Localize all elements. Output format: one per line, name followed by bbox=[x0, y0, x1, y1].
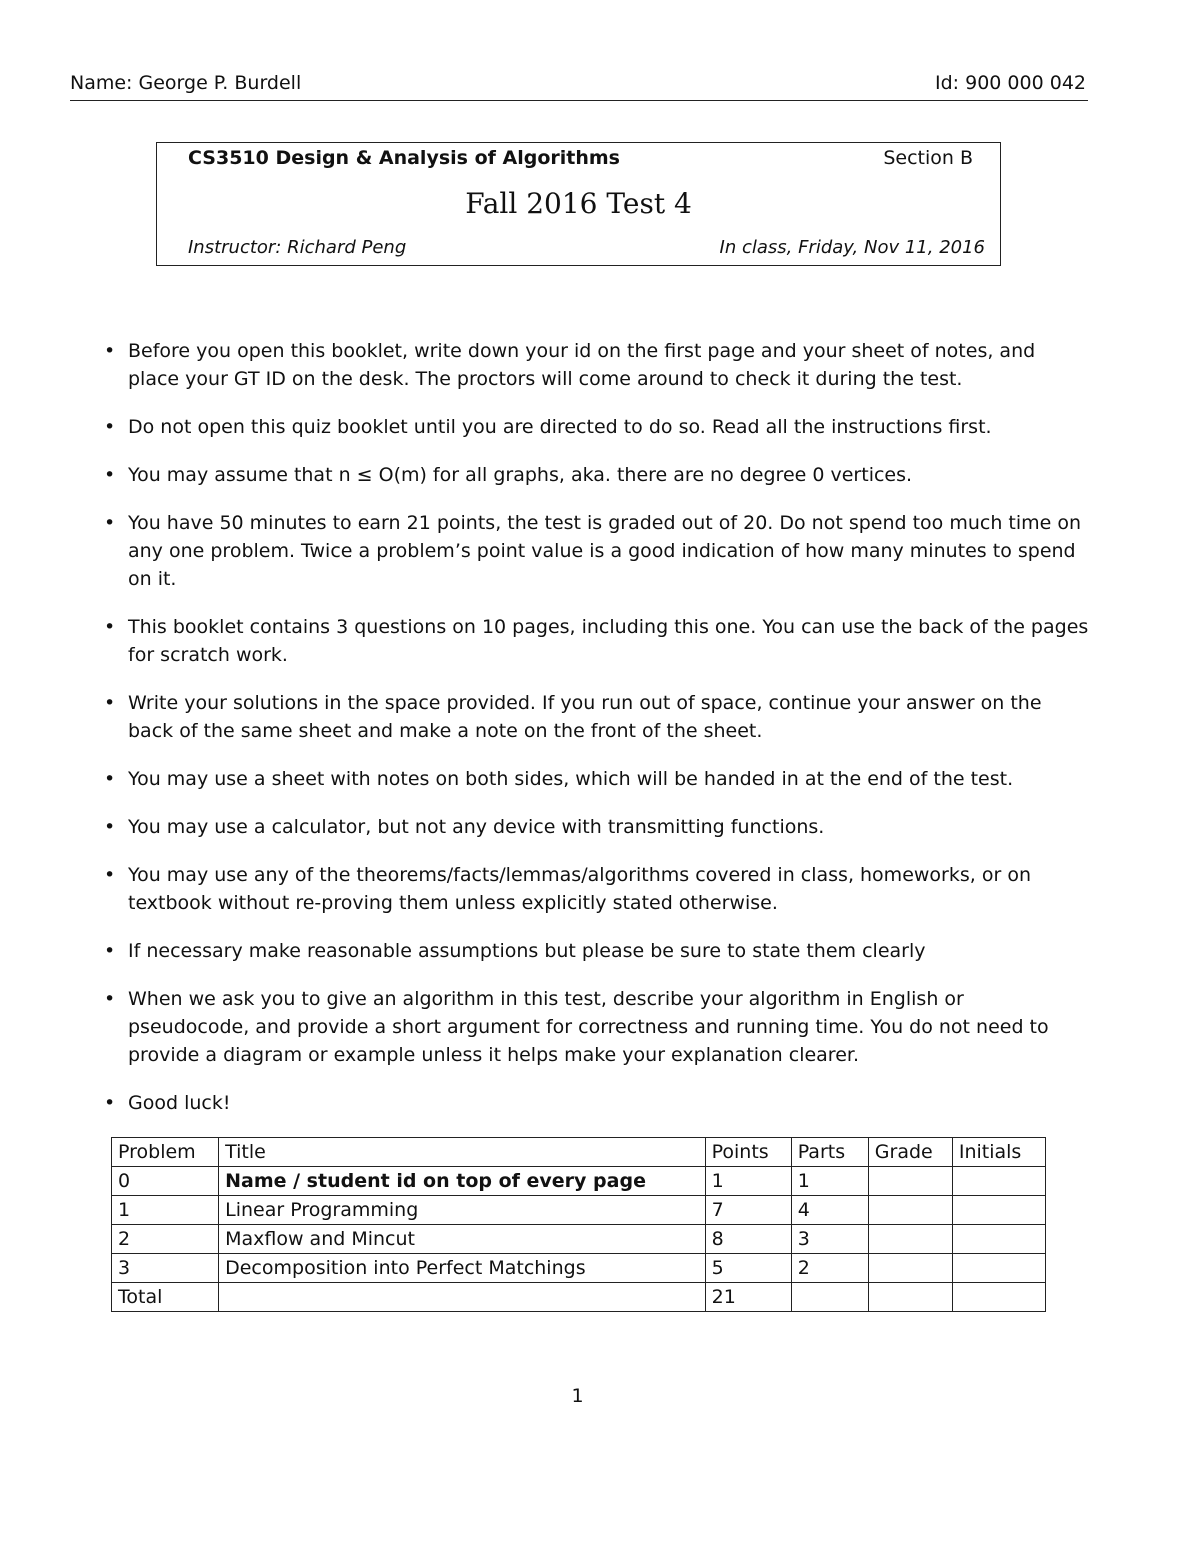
table-header-row bbox=[112, 1138, 1046, 1167]
instructor-line: Instructor: Richard Peng bbox=[188, 237, 407, 258]
cell-initials bbox=[952, 1225, 1045, 1254]
instruction-item bbox=[104, 861, 1089, 917]
cell-grade bbox=[868, 1225, 952, 1254]
cell-total-points: 21 bbox=[705, 1283, 791, 1312]
bullet-icon: • bbox=[104, 616, 116, 638]
cell-points: 7 bbox=[705, 1196, 791, 1225]
instruction-item bbox=[104, 337, 1089, 393]
instruction-text: You may assume that n ≤ O(m) for all graphs, aka. there are no degree 0 vertices. bbox=[128, 464, 913, 486]
instruction-item bbox=[104, 689, 1089, 745]
cell-points: 1 bbox=[705, 1167, 791, 1196]
bullet-icon: • bbox=[104, 1092, 116, 1114]
cell-title: Name / student id on top of every page bbox=[219, 1167, 706, 1196]
instruction-text: This booklet contains 3 questions on 10 pages, including this one. You can use the back of the pages for scratch work. bbox=[128, 616, 1089, 666]
cell-initials bbox=[952, 1254, 1045, 1283]
cell-grade bbox=[868, 1167, 952, 1196]
instruction-text: Good luck! bbox=[128, 1092, 231, 1114]
instruction-item bbox=[104, 937, 1089, 965]
instruction-item bbox=[104, 765, 1089, 793]
bullet-icon: • bbox=[104, 768, 116, 790]
bullet-icon: • bbox=[104, 340, 116, 362]
instruction-text: You have 50 minutes to earn 21 points, the test is graded out of 20. Do not spend too much time on any one problem. Twice a problem’s point value is a good indication of how many minutes to spend on it. bbox=[128, 512, 1082, 590]
student-id: Id: 900 000 042 bbox=[935, 72, 1086, 94]
cell-initials bbox=[952, 1167, 1045, 1196]
cell-problem: 2 bbox=[112, 1225, 219, 1254]
header-initials: Initials bbox=[952, 1138, 1045, 1167]
grade-table bbox=[111, 1137, 1046, 1312]
title-box bbox=[156, 142, 1001, 266]
table-row bbox=[112, 1225, 1046, 1254]
cell-parts: 3 bbox=[791, 1225, 868, 1254]
cell-parts: 4 bbox=[791, 1196, 868, 1225]
header-grade: Grade bbox=[868, 1138, 952, 1167]
course-title: CS3510 Design & Analysis of Algorithms bbox=[188, 147, 620, 169]
cell-empty bbox=[868, 1283, 952, 1312]
bullet-icon: • bbox=[104, 864, 116, 886]
instruction-item bbox=[104, 985, 1089, 1069]
cell-parts: 2 bbox=[791, 1254, 868, 1283]
instruction-item bbox=[104, 813, 1089, 841]
cell-empty bbox=[791, 1283, 868, 1312]
cell-empty bbox=[952, 1283, 1045, 1312]
cell-title: Decomposition into Perfect Matchings bbox=[219, 1254, 706, 1283]
instruction-text: You may use a sheet with notes on both sides, which will be handed in at the end of the test. bbox=[128, 768, 1014, 790]
bullet-icon: • bbox=[104, 416, 116, 438]
test-title: Fall 2016 Test 4 bbox=[465, 187, 692, 220]
instruction-text: Do not open this quiz booklet until you are directed to do so. Read all the instructions first. bbox=[128, 416, 992, 438]
instruction-item bbox=[104, 1089, 1089, 1117]
bullet-icon: • bbox=[104, 940, 116, 962]
instruction-text: You may use any of the theorems/facts/lemmas/algorithms covered in class, homeworks, or on textbook without re-proving them unless explicitly stated otherwise. bbox=[128, 864, 1031, 914]
cell-parts: 1 bbox=[791, 1167, 868, 1196]
cell-problem: 1 bbox=[112, 1196, 219, 1225]
cell-grade bbox=[868, 1196, 952, 1225]
bullet-icon: • bbox=[104, 816, 116, 838]
cell-initials bbox=[952, 1196, 1045, 1225]
cell-problem: 3 bbox=[112, 1254, 219, 1283]
header-title: Title bbox=[219, 1138, 706, 1167]
table-row bbox=[112, 1196, 1046, 1225]
table-row bbox=[112, 1167, 1046, 1196]
header-problem: Problem bbox=[112, 1138, 219, 1167]
instruction-item bbox=[104, 461, 1089, 489]
instructions-list bbox=[104, 337, 1089, 1137]
page-header bbox=[70, 70, 1088, 101]
student-name: Name: George P. Burdell bbox=[70, 72, 302, 94]
bullet-icon: • bbox=[104, 988, 116, 1010]
bullet-icon: • bbox=[104, 464, 116, 486]
cell-points: 5 bbox=[705, 1254, 791, 1283]
cell-total-label: Total bbox=[112, 1283, 219, 1312]
cell-empty bbox=[219, 1283, 706, 1312]
instruction-text: If necessary make reasonable assumptions but please be sure to state them clearly bbox=[128, 940, 926, 962]
table-row bbox=[112, 1254, 1046, 1283]
section-label: Section B bbox=[883, 147, 973, 169]
bullet-icon: • bbox=[104, 692, 116, 714]
instruction-text: Write your solutions in the space provided. If you run out of space, continue your answer on the back of the same sheet and make a note on the front of the sheet. bbox=[128, 692, 1042, 742]
page-number: 1 bbox=[571, 1385, 584, 1407]
cell-points: 8 bbox=[705, 1225, 791, 1254]
instruction-text: Before you open this booklet, write down your id on the first page and your sheet of notes, and place your GT ID on the desk. The proctors will come around to check it during the test. bbox=[128, 340, 1036, 390]
instruction-text: You may use a calculator, but not any device with transmitting functions. bbox=[128, 816, 825, 838]
instruction-item bbox=[104, 613, 1089, 669]
cell-title: Maxflow and Mincut bbox=[219, 1225, 706, 1254]
header-points: Points bbox=[705, 1138, 791, 1167]
cell-title: Linear Programming bbox=[219, 1196, 706, 1225]
bullet-icon: • bbox=[104, 512, 116, 534]
instruction-item bbox=[104, 509, 1089, 593]
header-parts: Parts bbox=[791, 1138, 868, 1167]
instruction-item bbox=[104, 413, 1089, 441]
date-line: In class, Friday, Nov 11, 2016 bbox=[719, 237, 985, 258]
instruction-text: When we ask you to give an algorithm in this test, describe your algorithm in English or pseudocode, and provide a short argument for correctness and running time. You do not need to provide a diagram or example unless it helps make your explanation clearer. bbox=[128, 988, 1049, 1066]
cell-grade bbox=[868, 1254, 952, 1283]
table-total-row bbox=[112, 1283, 1046, 1312]
cell-problem: 0 bbox=[112, 1167, 219, 1196]
